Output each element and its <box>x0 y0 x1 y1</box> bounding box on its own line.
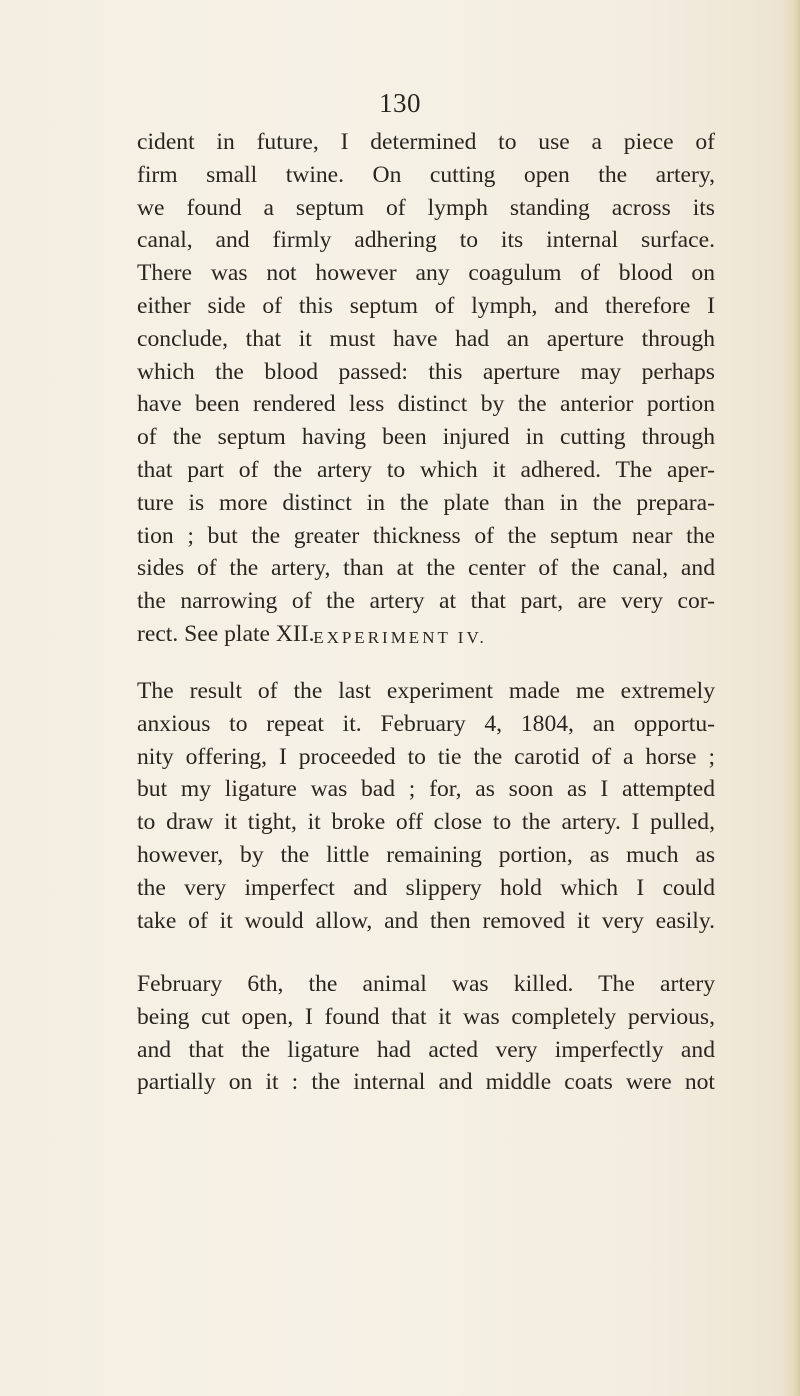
text-line: February 6th, the animal was killed. The artery <box>137 971 715 997</box>
text-line: to draw it tight, it broke off close to the artery. I pulled, <box>137 809 715 836</box>
text-line: have been rendered less distinct by the anterior portion <box>137 391 715 418</box>
text-line: being cut open, I found that it was completely pervious, <box>137 1003 715 1030</box>
text-line: tion ; but the greater thickness of the septum near the <box>137 522 715 549</box>
text-line: anxious to repeat it. February 4, 1804, an opportu- <box>137 710 715 737</box>
paragraph-2 <box>137 675 715 937</box>
text-line: which the blood passed: this aperture may perhaps <box>137 358 715 385</box>
text-line: the narrowing of the artery at that part, are very cor- <box>137 588 715 615</box>
text-line: and that the ligature had acted very imperfectly and <box>137 1036 715 1063</box>
text-line: conclude, that it must have had an aperture through <box>137 325 715 352</box>
text-line: take of it would allow, and then removed it very easily. <box>137 907 715 934</box>
page-edge-shadow <box>782 0 800 1396</box>
text-line: The result of the last experiment made me extremely <box>137 678 715 704</box>
text-line: nity offering, I proceeded to tie the carotid of a horse ; <box>137 743 715 770</box>
text-line: of the septum having been injured in cutting through <box>137 424 715 451</box>
text-line: but my ligature was bad ; for, as soon as I attempted <box>137 776 715 803</box>
text-line: rect. See plate XII. <box>137 620 315 647</box>
text-line: we found a septum of lymph standing across its <box>137 194 715 221</box>
text-line: cident in future, I determined to use a piece of <box>137 129 715 155</box>
text-line: There was not however any coagulum of blood on <box>137 260 715 287</box>
text-line: that part of the artery to which it adhered. The aper- <box>137 456 715 483</box>
text-line: canal, and firmly adhering to its internal surface. <box>137 227 715 254</box>
text-line: sides of the artery, than at the center of the canal, and <box>137 555 715 582</box>
page-number: 130 <box>379 88 421 118</box>
text-line: firm small twine. On cutting open the artery, <box>137 161 715 188</box>
text-line: partially on it : the internal and middle coats were not <box>137 1069 715 1096</box>
section-heading: EXPERIMENT IV. <box>313 628 487 647</box>
paragraph-1 <box>137 126 715 651</box>
text-line: either side of this septum of lymph, and therefore I <box>137 292 715 319</box>
text-line: the very imperfect and slippery hold which I could <box>137 874 715 901</box>
text-line: however, by the little remaining portion, as much as <box>137 841 715 868</box>
text-line: ture is more distinct in the plate than in the prepara- <box>137 489 715 516</box>
paragraph-3 <box>137 968 715 1099</box>
